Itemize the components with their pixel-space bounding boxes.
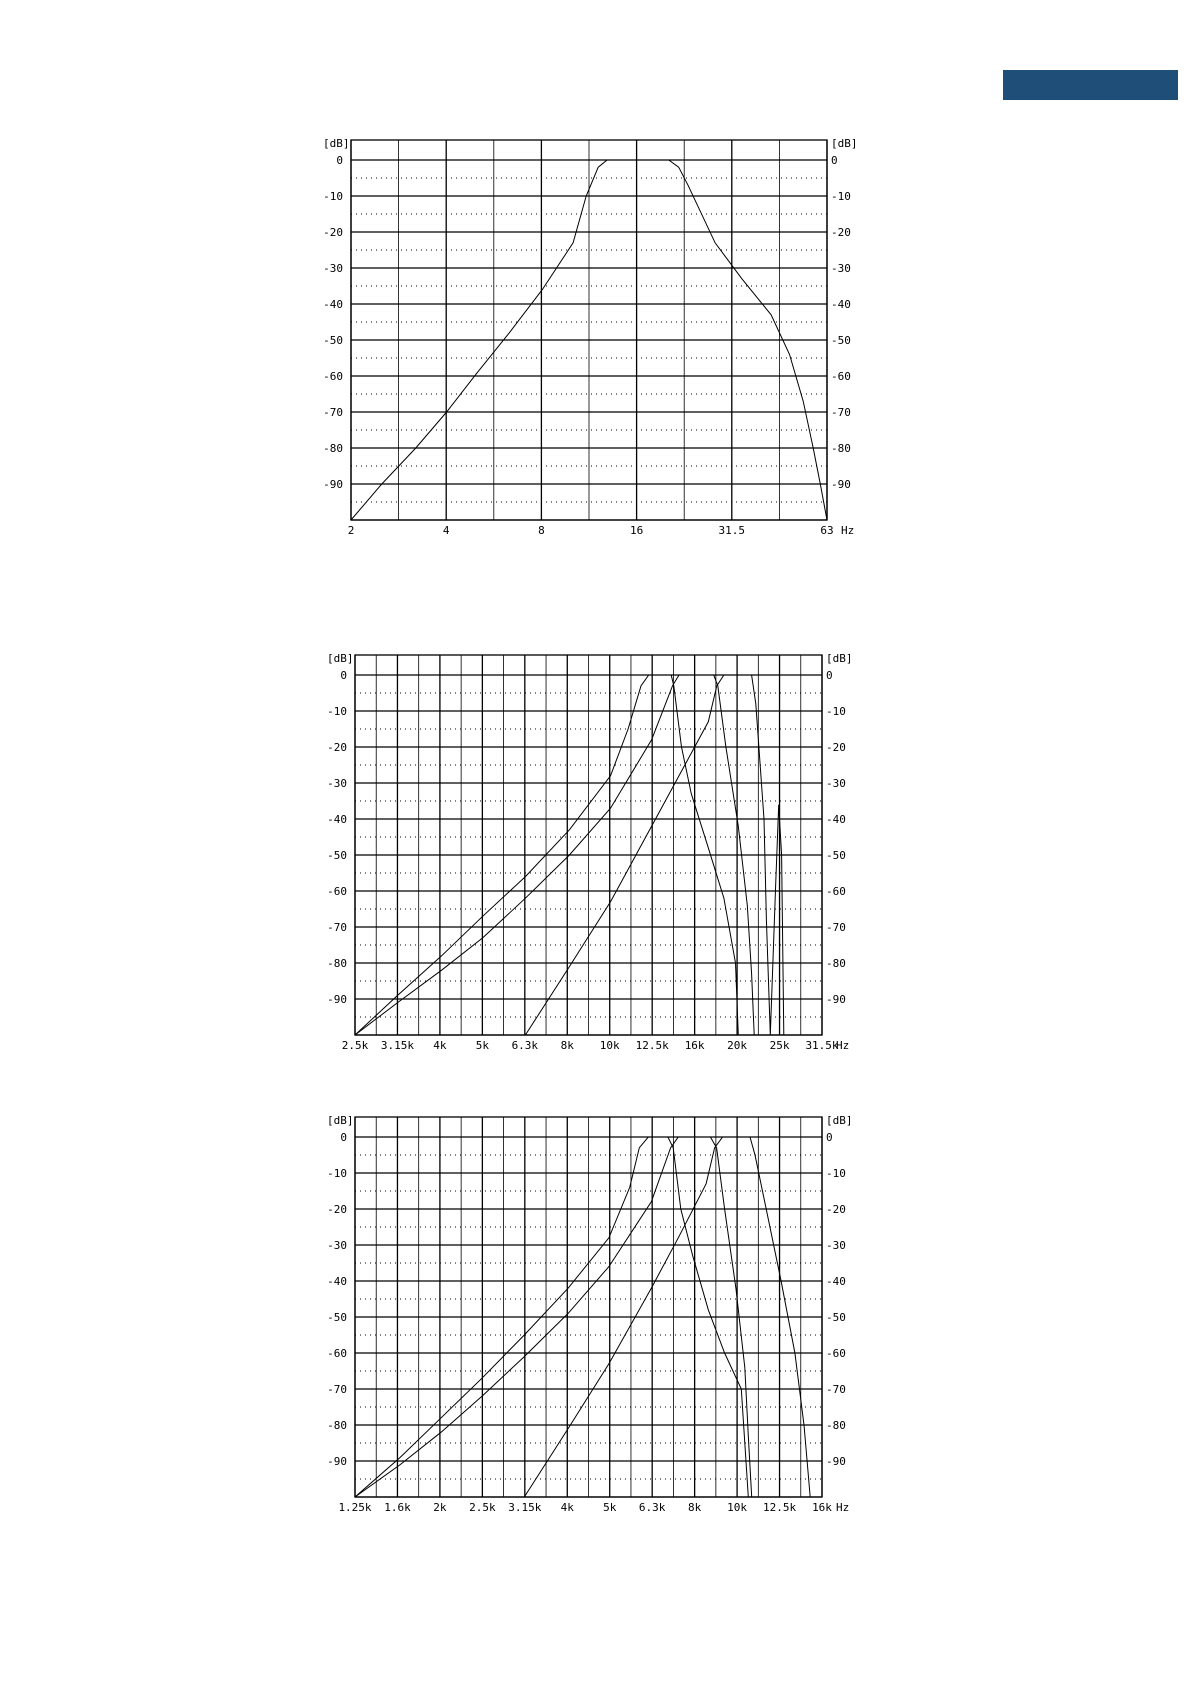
y-tick-label-right: -50 [826, 849, 846, 862]
x-tick-label: 1.6k [384, 1501, 411, 1514]
y-tick-label-right: -30 [831, 262, 851, 275]
y-tick-label-left: -80 [327, 957, 347, 970]
y-tick-label-left: -40 [327, 813, 347, 826]
x-tick-label: 25k [769, 1039, 790, 1052]
x-tick-label: 2k [433, 1501, 447, 1514]
y-tick-label-right: -70 [826, 921, 846, 934]
y-tick-label-left: -10 [327, 1167, 347, 1180]
y-tick-label-right: -10 [831, 190, 851, 203]
x-tick-label: 16 [629, 524, 644, 537]
x-tick-label: 5k [475, 1039, 489, 1052]
y-tick-label-left: -10 [327, 705, 347, 718]
y-tick-label-right: -20 [826, 741, 846, 754]
y-tick-label-right: -80 [826, 957, 846, 970]
x-tick-label: 3.15k [508, 1501, 542, 1514]
y-tick-label-right: -10 [826, 705, 846, 718]
x-tick-label: 2 [347, 524, 355, 537]
y-tick-label-right: -50 [831, 334, 851, 347]
x-tick-label: 6.3k [638, 1501, 666, 1514]
y-tick-label-left: -10 [323, 190, 343, 203]
y-tick-label-left: -60 [323, 370, 343, 383]
y-tick-label-right: -30 [826, 1239, 846, 1252]
y-tick-label-left: -90 [327, 1455, 347, 1468]
y-tick-label-right: -40 [831, 298, 851, 311]
x-tick-label: 1.25k [338, 1501, 372, 1514]
y-unit-label-right: [dB] [831, 137, 858, 150]
y-tick-label-right: -90 [826, 1455, 846, 1468]
y-tick-label-left: -90 [323, 478, 343, 491]
x-tick-label: 12.5k [762, 1501, 797, 1514]
y-unit-label-left: [dB] [323, 137, 350, 150]
x-tick-label: 31.5k [805, 1039, 839, 1052]
y-tick-label-right: -10 [826, 1167, 846, 1180]
x-tick-label: 8k [560, 1039, 574, 1052]
y-tick-label-right: -90 [826, 993, 846, 1006]
x-tick-label: 4k [433, 1039, 447, 1052]
y-tick-label-right: -60 [826, 1347, 846, 1360]
y-tick-label-right: -30 [826, 777, 846, 790]
y-tick-label-right: 0 [826, 669, 833, 682]
x-tick-label: 63 [820, 524, 834, 537]
y-tick-label-left: -40 [323, 298, 343, 311]
y-tick-label-left: -70 [323, 406, 343, 419]
x-tick-label: 2.5k [341, 1039, 369, 1052]
y-tick-label-left: -80 [323, 442, 343, 455]
y-tick-label-left: -20 [327, 741, 347, 754]
y-tick-label-right: 0 [831, 154, 838, 167]
y-unit-label-left: [dB] [327, 1114, 354, 1127]
y-tick-label-left: -30 [327, 777, 347, 790]
y-tick-label-left: -20 [327, 1203, 347, 1216]
x-tick-label: 31.5 [718, 524, 746, 537]
y-tick-label-left: 0 [340, 669, 347, 682]
y-tick-label-left: -50 [327, 849, 347, 862]
y-tick-label-left: -60 [327, 885, 347, 898]
x-tick-label: 4 [442, 524, 450, 537]
x-tick-label: 12.5k [635, 1039, 669, 1052]
y-tick-label-left: -30 [323, 262, 343, 275]
x-tick-label: 5k [603, 1501, 617, 1514]
x-tick-label: 16k [812, 1501, 832, 1514]
y-tick-label-right: 0 [826, 1131, 833, 1144]
y-tick-label-left: -50 [327, 1311, 347, 1324]
y-tick-label-right: -80 [826, 1419, 846, 1432]
x-tick-label: 6.3k [511, 1039, 539, 1052]
y-tick-label-left: -20 [323, 226, 343, 239]
x-unit-label: Hz [836, 1501, 850, 1514]
x-tick-label: 8k [688, 1501, 702, 1514]
y-tick-label-left: -90 [327, 993, 347, 1006]
x-tick-label: 10k [599, 1039, 620, 1052]
x-unit-label: Hz [836, 1039, 850, 1052]
y-tick-label-left: 0 [340, 1131, 347, 1144]
y-tick-label-right: -70 [831, 406, 851, 419]
x-tick-label: 4k [560, 1501, 574, 1514]
y-tick-label-right: -50 [826, 1311, 846, 1324]
x-tick-label: 2.5k [469, 1501, 496, 1514]
y-unit-label-right: [dB] [826, 652, 853, 665]
y-tick-label-right: -60 [826, 885, 846, 898]
y-tick-label-left: -60 [327, 1347, 347, 1360]
y-tick-label-right: -20 [831, 226, 851, 239]
x-tick-label: 3.15k [380, 1039, 415, 1052]
y-tick-label-left: 0 [336, 154, 343, 167]
x-unit-label: Hz [841, 524, 855, 537]
x-tick-label: 10k [727, 1501, 748, 1514]
x-tick-label: 20k [727, 1039, 748, 1052]
y-tick-label-right: -60 [831, 370, 851, 383]
y-tick-label-right: -40 [826, 813, 846, 826]
y-tick-label-left: -70 [327, 1383, 347, 1396]
y-tick-label-left: -70 [327, 921, 347, 934]
y-tick-label-right: -70 [826, 1383, 846, 1396]
y-tick-label-right: -40 [826, 1275, 846, 1288]
x-tick-label: 16k [684, 1039, 705, 1052]
y-tick-label-left: -40 [327, 1275, 347, 1288]
y-tick-label-right: -20 [826, 1203, 846, 1216]
y-tick-label-right: -90 [831, 478, 851, 491]
x-tick-label: 8 [538, 524, 545, 537]
y-tick-label-right: -80 [831, 442, 851, 455]
y-unit-label-left: [dB] [327, 652, 354, 665]
y-tick-label-left: -30 [327, 1239, 347, 1252]
y-tick-label-left: -80 [327, 1419, 347, 1432]
y-unit-label-right: [dB] [826, 1114, 853, 1127]
y-tick-label-left: -50 [323, 334, 343, 347]
